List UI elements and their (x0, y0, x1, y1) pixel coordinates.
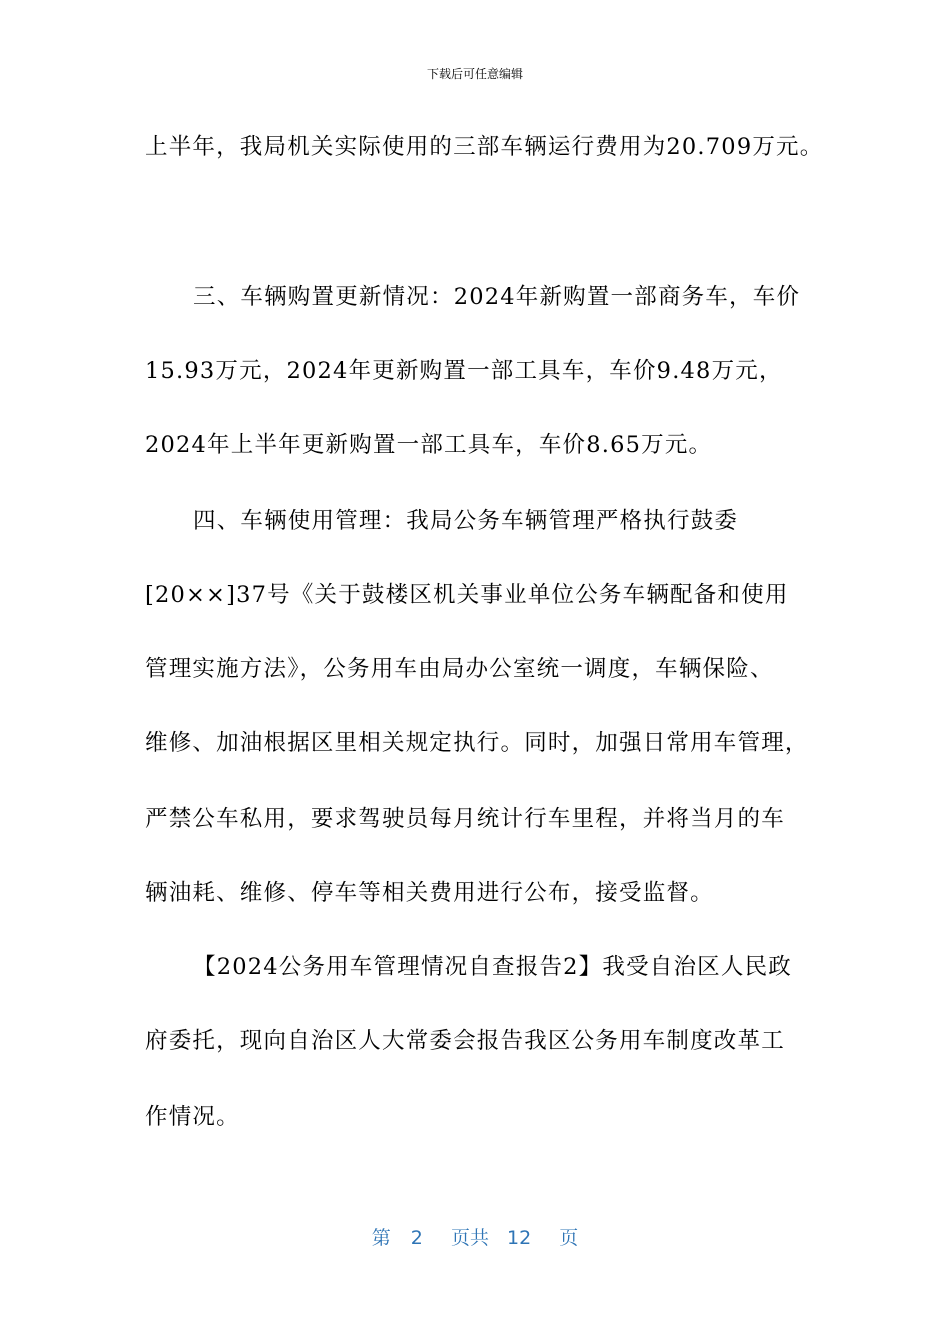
text-line: 2024年上半年更新购置一部工具车，车价8.65万元。 (145, 432, 713, 458)
page-header: 下载后可任意编辑 (426, 67, 523, 81)
text-line: 【2024公务用车管理情况自查报告2】我受自治区人民政 (193, 954, 792, 980)
text-line: 三、车辆购置更新情况：2024年新购置一部商务车，车价 (193, 284, 801, 310)
page-total-number: 12 (507, 1227, 532, 1249)
text-line: 四、车辆使用管理：我局公务车辆管理严格执行鼓委 (193, 508, 739, 534)
page-middle-text: 页共 (450, 1227, 489, 1249)
page-current-number: 2 (410, 1227, 423, 1249)
text-line: 严禁公车私用，要求驾驶员每月统计行车里程，并将当月的车 (145, 806, 785, 832)
page-suffix: 页 (559, 1227, 579, 1249)
text-line: [20××]37号《关于鼓楼区机关事业单位公务车辆配备和使用 (145, 582, 789, 608)
page-prefix: 第 (371, 1227, 391, 1249)
text-line: 维修、加油根据区里相关规定执行。同时，加强日常用车管理， (145, 730, 809, 756)
text-line: 辆油耗、维修、停车等相关费用进行公布，接受监督。 (145, 880, 714, 906)
text-line: 管理实施方法》，公务用车由局办公室统一调度，车辆保险、 (145, 656, 774, 682)
text-line: 上半年，我局机关实际使用的三部车辆运行费用为20.709万元。 (145, 134, 824, 160)
text-line: 作情况。 (145, 1104, 240, 1130)
text-line: 15.93万元，2024年更新购置一部工具车，车价9.48万元， (145, 358, 783, 384)
text-line: 府委托，现向自治区人大常委会报告我区公务用车制度改革工 (145, 1028, 785, 1054)
page-footer (0, 1224, 950, 1252)
